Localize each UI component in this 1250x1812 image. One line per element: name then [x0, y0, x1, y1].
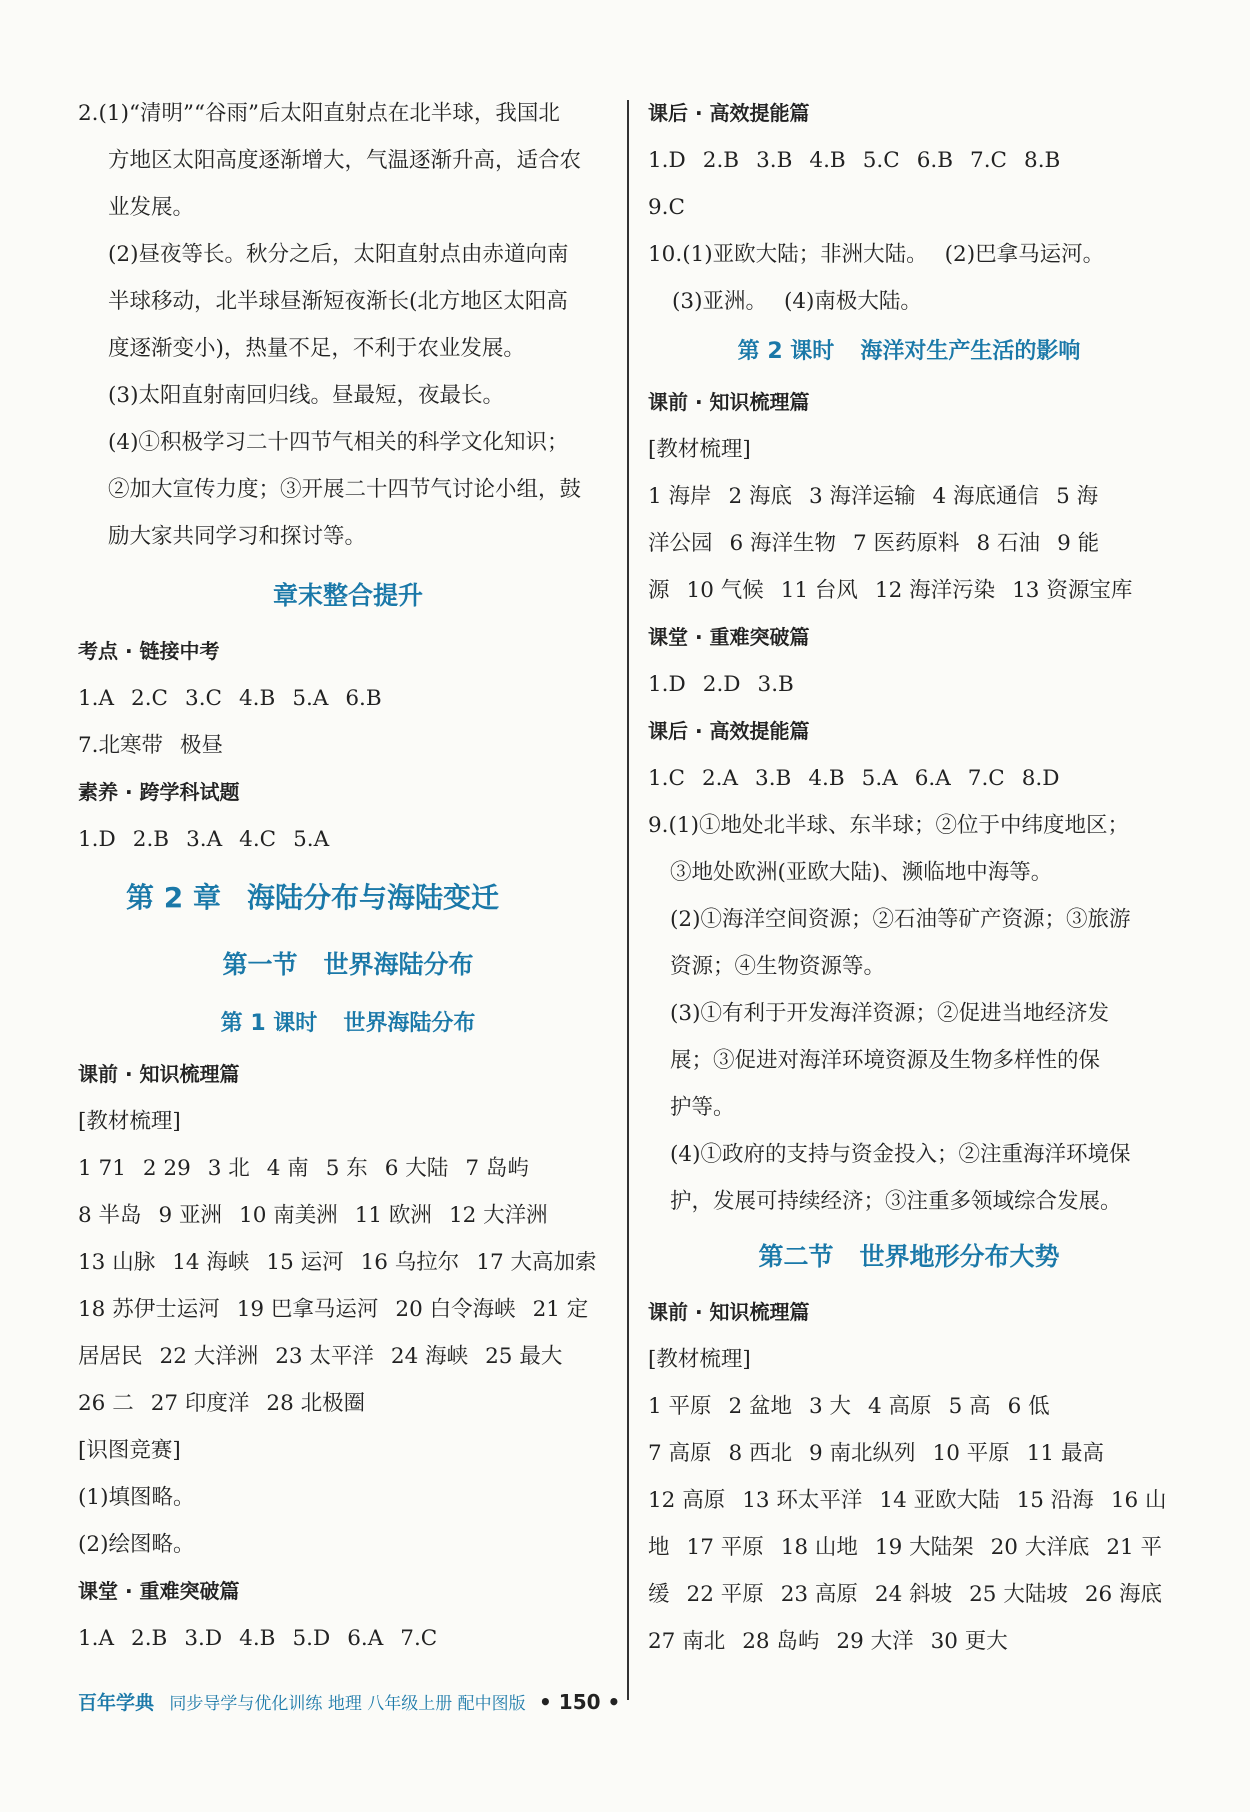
blank-answer: 2 海底 [728, 484, 793, 509]
answer: 6.B [916, 148, 954, 173]
blank-answer: 5 高 [948, 1394, 991, 1419]
left-column [78, 90, 618, 1662]
q10-line [648, 278, 1170, 325]
kq-heading: 课前 · 知识梳理篇 [78, 1062, 240, 1086]
answer: 1.C [648, 766, 685, 791]
jiaocai-row [78, 1333, 618, 1380]
section-title [78, 933, 618, 997]
answer: 5.D [292, 1626, 331, 1651]
text-line: (1)填图略。 [78, 1485, 195, 1510]
blank-answer: 4 高原 [868, 1394, 932, 1419]
answer: (3)亚洲。 [672, 289, 767, 314]
jiaocai-row [648, 520, 1170, 567]
blank-answer: 9 能 [1057, 531, 1100, 556]
answer: 6.B [345, 686, 382, 711]
kaodian-heading: 考点 · 链接中考 [78, 639, 220, 663]
kq2-heading: 课前 · 知识梳理篇 [648, 1300, 810, 1324]
blank-answer: 6 海洋生物 [729, 531, 837, 556]
blank-answer: 地 [648, 1535, 670, 1560]
blank-answer: 28 北极圈 [266, 1391, 366, 1416]
kt-answers [648, 661, 1170, 708]
answer: 2.D [702, 672, 741, 697]
blank-answer: 7 高原 [648, 1441, 712, 1466]
answer: 3.A [186, 827, 223, 852]
blank-answer: 1 71 [78, 1156, 126, 1181]
answer: 3.B [755, 766, 792, 791]
answer: 极昼 [180, 733, 224, 758]
blank-answer: 16 山 [1110, 1488, 1167, 1513]
text-line: 9.(1)①地处北半球、东半球；②位于中纬度地区； [648, 813, 1129, 838]
lesson-title [78, 997, 618, 1051]
text-line: (4)①政府的支持与资金投入；②注重海洋环境保 [670, 1142, 1131, 1167]
text-line: 励大家共同学习和探讨等。 [108, 524, 367, 549]
blank-answer: 12 大洋洲 [448, 1203, 548, 1228]
text-line: (3)①有利于开发海洋资源；②促进当地经济发 [670, 1001, 1109, 1026]
blank-answer: 13 环太平洋 [742, 1488, 863, 1513]
blank-answer: 23 太平洋 [275, 1344, 374, 1369]
blank-answer: 17 大高加索 [476, 1250, 597, 1275]
answer: 2.C [131, 686, 169, 711]
jiaocai-row [78, 1286, 618, 1333]
blank-answer: 27 印度洋 [150, 1391, 250, 1416]
q9-answer-block [648, 802, 1170, 1225]
blank-answer: 18 苏伊士运河 [78, 1297, 220, 1322]
text-line: (4)①积极学习二十四节气相关的科学文化知识； [108, 430, 569, 455]
answer: 2.B [131, 1626, 168, 1651]
answer: 4.B [238, 686, 276, 711]
text-line: ③地处欧洲(亚欧大陆)、濒临地中海等。 [670, 860, 1053, 885]
kh-answers [648, 137, 1170, 184]
blank-answer: 11 台风 [780, 578, 858, 603]
column-divider [627, 100, 629, 1700]
text-line: (2)昼夜等长。秋分之后，太阳直射点由赤道向南 [108, 242, 569, 267]
kt-heading: 课堂 · 重难突破篇 [78, 1579, 240, 1603]
blank-answer: 10 气候 [686, 578, 764, 603]
blank-answer: 缓 [648, 1582, 670, 1607]
jiaocai-label: [教材梳理] [648, 437, 751, 462]
text-line: ②加大宣传力度；③开展二十四节气讨论小组，鼓 [108, 477, 582, 502]
blank-answer: 4 海底通信 [932, 484, 1040, 509]
chapter-number: 第 2 章 [126, 881, 221, 914]
footer-series: 同步导学与优化训练 地理 八年级上册 配中图版 [169, 1694, 526, 1714]
section-number: 第二节 [758, 1242, 834, 1271]
text-line: 展；③促进对海洋环境资源及生物多样性的保 [670, 1048, 1101, 1073]
text-line: 护，发展可持续经济；③注重多领域综合发展。 [670, 1189, 1122, 1214]
text-line: 度逐渐变小)，热量不足，不利于农业发展。 [108, 336, 525, 361]
lesson-name: 世界海陆分布 [343, 1011, 476, 1036]
answer: 7.C [967, 766, 1005, 791]
answer: 3.B [757, 672, 794, 697]
blank-answer: 23 高原 [780, 1582, 858, 1607]
text-line: 方地区太阳高度逐渐增大，气温逐渐升高，适合农 [108, 148, 582, 173]
lesson-number: 第 2 课时 [737, 339, 835, 364]
blank-answer: 15 运河 [266, 1250, 344, 1275]
answer: 2.B [702, 148, 740, 173]
answer: 2.A [701, 766, 739, 791]
answer: 4.B [809, 148, 846, 173]
text-line: (2)①海洋空间资源；②石油等矿产资源；③旅游 [670, 907, 1131, 932]
kh-heading: 课后 · 高效提能篇 [648, 101, 810, 125]
blank-answer: 20 大洋底 [990, 1535, 1090, 1560]
blank-answer: 14 亚欧大陆 [879, 1488, 1000, 1513]
blank-answer: 4 南 [266, 1156, 309, 1181]
blank-answer: 26 二 [78, 1391, 134, 1416]
jiaocai-row [648, 1430, 1170, 1477]
blank-answer: 11 最高 [1026, 1441, 1104, 1466]
blank-answer: 居居民 [78, 1344, 143, 1369]
answer: 1.D [78, 827, 116, 852]
answer: 5.A [861, 766, 898, 791]
kq-heading: 课前 · 知识梳理篇 [648, 390, 810, 414]
suyang-answers [78, 816, 618, 863]
answer: 7.C [970, 148, 1008, 173]
blank-answer: 2 29 [142, 1156, 191, 1181]
blank-answer: 22 平原 [686, 1582, 764, 1607]
blank-answer: 8 西北 [728, 1441, 793, 1466]
blank-answer: 10 南美洲 [239, 1203, 338, 1228]
answer: 3.B [756, 148, 793, 173]
blank-answer: 9 南北纵列 [809, 1441, 916, 1466]
answer: 5.C [862, 148, 900, 173]
jiaocai2-label: [教材梳理] [648, 1347, 751, 1372]
answer: 10.(1)亚欧大陆；非洲大陆。 [648, 242, 928, 267]
blank-answer: 19 巴拿马运河 [236, 1297, 379, 1322]
blank-answer: 5 东 [325, 1156, 368, 1181]
blank-answer: 24 斜坡 [874, 1582, 953, 1607]
answer: 4.B [808, 766, 845, 791]
blank-answer: 9 亚洲 [158, 1203, 223, 1228]
kt-heading: 课堂 · 重难突破篇 [648, 625, 810, 649]
blank-answer: 12 海洋污染 [874, 578, 996, 603]
blank-answer: 26 海底 [1084, 1582, 1163, 1607]
answer: 4.B [239, 1626, 276, 1651]
answer: 1.D [648, 148, 686, 173]
jiaocai-row [648, 1477, 1170, 1524]
blank-answer: 22 大洋洲 [159, 1344, 259, 1369]
answer: (4)南极大陆。 [783, 289, 922, 314]
suyang-heading: 素养 · 跨学科试题 [78, 780, 240, 804]
jiaocai-row [648, 1618, 1170, 1665]
jiaocai-row [648, 473, 1170, 520]
chapter-title [78, 863, 618, 933]
blank-answer: 8 半岛 [78, 1203, 142, 1228]
blank-answer: 7 医药原料 [853, 531, 960, 556]
jiaocai-row [78, 1239, 618, 1286]
kh2-heading: 课后 · 高效提能篇 [648, 719, 810, 743]
blank-answer: 16 乌拉尔 [360, 1250, 460, 1275]
answer: 6.A [914, 766, 951, 791]
answer: 8.B [1024, 148, 1061, 173]
answer: 1.D [648, 672, 686, 697]
answer: 1.A [78, 686, 115, 711]
blank-answer: 10 平原 [932, 1441, 1010, 1466]
blank-answer: 12 高原 [648, 1488, 726, 1513]
answer: 4.C [239, 827, 277, 852]
jiaocai-row [648, 1571, 1170, 1618]
blank-answer: 洋公园 [648, 531, 713, 556]
blank-answer: 28 岛屿 [742, 1629, 820, 1654]
answer: 6.A [347, 1626, 384, 1651]
blank-answer: 14 海峡 [172, 1250, 250, 1275]
answer: 5.A [293, 827, 330, 852]
blank-answer: 19 大陆架 [874, 1535, 974, 1560]
summary-title: 章末整合提升 [272, 581, 423, 610]
blank-answer: 13 山脉 [78, 1250, 156, 1275]
chapter-name: 海陆分布与海陆变迁 [246, 881, 499, 914]
shitu-label: [识图竞赛] [78, 1438, 181, 1463]
jiaocai-row [648, 1383, 1170, 1430]
blank-answer: 25 大陆坡 [969, 1582, 1068, 1607]
blank-answer: 3 海洋运输 [809, 484, 916, 509]
jiaocai-label: [教材梳理] [78, 1109, 181, 1134]
text-line: 业发展。 [108, 195, 195, 220]
blank-answer: 3 北 [207, 1156, 250, 1181]
jiaocai-row [648, 1524, 1170, 1571]
answer: (2)巴拿马运河。 [944, 242, 1105, 267]
page-number: • 150 • [539, 1690, 621, 1714]
answer: 8.D [1021, 766, 1060, 791]
blank-answer: 17 平原 [686, 1535, 764, 1560]
blank-answer: 29 大洋 [836, 1629, 914, 1654]
blank-answer: 8 石油 [976, 531, 1041, 556]
blank-answer: 30 更大 [930, 1629, 1008, 1654]
kt-answers [78, 1615, 618, 1662]
answer: 3.C [185, 686, 222, 711]
blank-answer: 11 欧洲 [354, 1203, 432, 1228]
text-line: 2.(1)“清明”“谷雨”后太阳直射点在北半球，我国北 [78, 101, 560, 126]
blank-answer: 21 定 [532, 1297, 589, 1322]
jiaocai-row [78, 1145, 618, 1192]
text-line: (3)太阳直射南回归线。昼最短，夜最长。 [108, 383, 504, 408]
blank-answer: 13 资源宝库 [1012, 578, 1133, 603]
lesson2-title [648, 325, 1170, 379]
blank-answer: 1 平原 [648, 1394, 712, 1419]
kh2-answers [648, 755, 1170, 802]
answer: 2.B [132, 827, 170, 852]
blank-answer: 20 白令海峡 [395, 1297, 516, 1322]
blank-answer: 3 大 [809, 1394, 852, 1419]
section-number: 第一节 [222, 950, 298, 979]
section-name: 世界海陆分布 [323, 950, 474, 979]
blank-answer: 24 海峡 [390, 1344, 469, 1369]
q10-line [648, 231, 1170, 278]
answer: 7.C [400, 1626, 438, 1651]
jiaocai-row [78, 1192, 618, 1239]
text-line: 资源；④生物资源等。 [670, 954, 886, 979]
blank-answer: 6 大陆 [384, 1156, 449, 1181]
blank-answer: 7 岛屿 [465, 1156, 529, 1181]
blank-answer: 源 [648, 578, 670, 603]
kaodian-answers [78, 675, 618, 722]
answer: 9.C [648, 195, 685, 220]
jiaocai-row [78, 1380, 618, 1427]
answer: 7.北寒带 [78, 733, 164, 758]
lesson-name: 海洋对生产生活的影响 [860, 339, 1081, 364]
text-line: 半球移动，北半球昼渐短夜渐长(北方地区太阳高 [108, 289, 568, 314]
blank-answer: 1 海岸 [648, 484, 712, 509]
kaodian-q7 [78, 722, 618, 769]
blank-answer: 25 最大 [485, 1344, 563, 1369]
section-name: 世界地形分布大势 [859, 1242, 1060, 1271]
blank-answer: 15 沿海 [1016, 1488, 1094, 1513]
page-footer [78, 1688, 620, 1715]
text-line: 护等。 [670, 1095, 735, 1120]
text-line: (2)绘图略。 [78, 1532, 195, 1557]
blank-answer: 18 山地 [780, 1535, 858, 1560]
blank-answer: 21 平 [1106, 1535, 1163, 1560]
footer-brand: 百年学典 [78, 1692, 155, 1714]
blank-answer: 5 海 [1056, 484, 1099, 509]
blank-answer: 2 盆地 [728, 1394, 793, 1419]
blank-answer: 27 南北 [648, 1629, 726, 1654]
jiaocai-row [648, 567, 1170, 614]
lesson-number: 第 1 课时 [220, 1011, 318, 1036]
answer: 5.A [292, 686, 329, 711]
right-column [648, 90, 1170, 1665]
answer: 3.D [184, 1626, 223, 1651]
answer: 1.A [78, 1626, 115, 1651]
blank-answer: 6 低 [1007, 1394, 1050, 1419]
section2-title [648, 1225, 1170, 1289]
q2-answer-block [78, 90, 618, 560]
